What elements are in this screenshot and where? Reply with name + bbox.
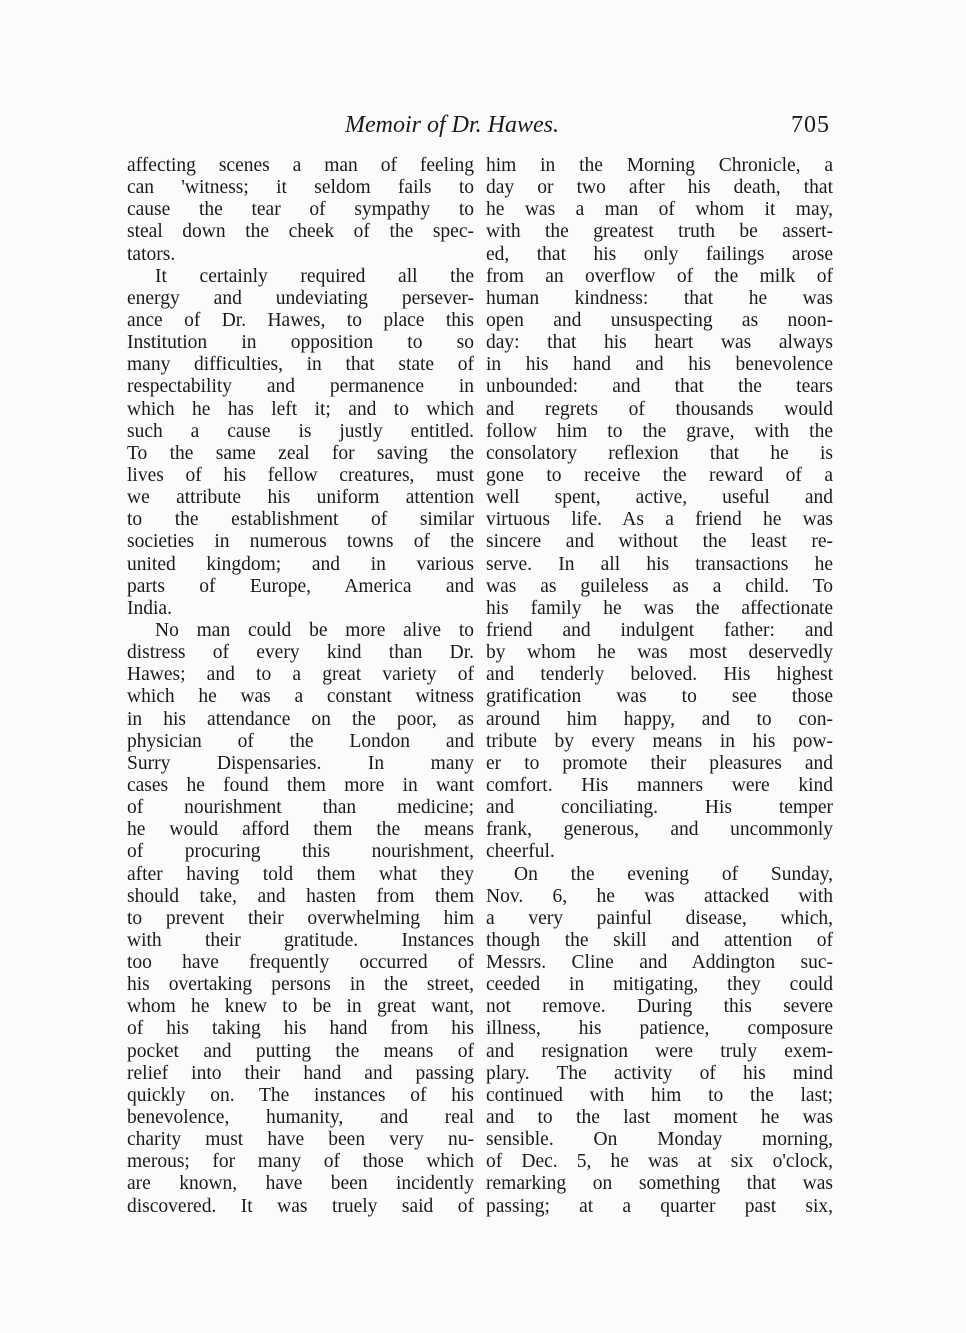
text-line: in his hand and his benevolence xyxy=(486,354,833,376)
text-line: in his attendance on the poor, as xyxy=(127,708,474,730)
text-line: from an overflow of the milk of xyxy=(486,265,833,287)
text-line: gone to receive the reward of a xyxy=(486,464,833,486)
text-line: tribute by every means in his pow- xyxy=(486,730,833,752)
text-line: frank, generous, and uncommonly xyxy=(486,819,833,841)
text-line: by whom he was most deservedly xyxy=(486,642,833,664)
text-line: with their gratitude. Instances xyxy=(127,929,474,951)
text-line: Surry Dispensaries. In many xyxy=(127,752,474,774)
right-column xyxy=(486,155,833,1218)
running-title: Memoir of Dr. Hawes. xyxy=(345,112,559,138)
text-line: tators. xyxy=(127,243,176,265)
text-line: of nourishment than medicine; xyxy=(127,797,474,819)
text-line: sincere and without the least re- xyxy=(486,531,833,553)
text-line: friend and indulgent father: and xyxy=(486,619,833,641)
text-line: well spent, active, useful and xyxy=(486,487,833,509)
text-line: should take, and hasten from them xyxy=(127,885,474,907)
page-header xyxy=(130,112,830,152)
text-line: Institution in opposition to so xyxy=(127,332,474,354)
text-line: Nov. 6, he was attacked with xyxy=(486,885,833,907)
text-line: he would afford them the means xyxy=(127,819,474,841)
text-line: pocket and putting the means of xyxy=(127,1040,474,1062)
text-line: er to promote their pleasures and xyxy=(486,752,833,774)
text-line: around him happy, and to con- xyxy=(486,708,833,730)
text-line: of his taking his hand from his xyxy=(127,1018,474,1040)
text-line: which he was a constant witness xyxy=(127,686,474,708)
text-line: to the establishment of similar xyxy=(127,509,474,531)
text-line: too have frequently occurred of xyxy=(127,952,474,974)
text-line: and tenderly beloved. His highest xyxy=(486,664,833,686)
text-line: remarking on something that was xyxy=(486,1173,833,1195)
text-line: lives of his fellow creatures, must xyxy=(127,464,474,486)
text-line: and conciliating. His temper xyxy=(486,797,833,819)
text-line: merous; for many of those which xyxy=(127,1151,474,1173)
text-line: parts of Europe, America and xyxy=(127,575,474,597)
text-line: distress of every kind than Dr. xyxy=(127,642,474,664)
text-line: serve. In all his transactions he xyxy=(486,553,833,575)
text-line: quickly on. The instances of his xyxy=(127,1084,474,1106)
text-line: to prevent their overwhelming him xyxy=(127,907,474,929)
text-line: day or two after his death, that xyxy=(486,177,833,199)
text-line: No man could be more alive to xyxy=(155,619,474,641)
text-line: united kingdom; and in various xyxy=(127,553,474,575)
text-line: unbounded: and that the tears xyxy=(486,376,833,398)
text-line: he was a man of whom it may, xyxy=(486,199,833,221)
text-line: benevolence, humanity, and real xyxy=(127,1107,474,1129)
text-line: affecting scenes a man of feeling xyxy=(127,155,474,176)
text-line: continued with him to the last; xyxy=(486,1084,833,1106)
text-line: gratification was to see those xyxy=(486,686,833,708)
text-line: can 'witness; it seldom fails to xyxy=(127,177,474,199)
text-line: his overtaking persons in the street, xyxy=(127,974,474,996)
text-line: relief into their hand and passing xyxy=(127,1062,474,1084)
text-line: and regrets of thousands would xyxy=(486,398,833,420)
text-line: his family he was the affectionate xyxy=(486,597,833,619)
text-line: with the greatest truth be assert- xyxy=(486,221,833,243)
text-line: plary. The activity of his mind xyxy=(486,1062,833,1084)
text-line: comfort. His manners were kind xyxy=(486,774,833,796)
text-line: It certainly required all the xyxy=(155,265,474,287)
text-line: of Dec. 5, he was at six o'clock, xyxy=(486,1151,833,1173)
text-line: was as guileless as a child. To xyxy=(486,575,833,597)
text-line: illness, his patience, composure xyxy=(486,1018,833,1040)
text-line: human kindness: that he was xyxy=(486,287,833,309)
text-line: discovered. It was truely said of xyxy=(127,1195,474,1217)
text-line: energy and undeviating persever- xyxy=(127,287,474,309)
text-line: On the evening of Sunday, xyxy=(514,863,833,885)
text-line: and to the last moment he was xyxy=(486,1107,833,1129)
text-line: cause the tear of sympathy to xyxy=(127,199,474,221)
text-line: and resignation were truly exem- xyxy=(486,1040,833,1062)
text-line: consolatory reflexion that he is xyxy=(486,442,833,464)
text-line: To the same zeal for saving the xyxy=(127,442,474,464)
text-line: him in the Morning Chronicle, a xyxy=(486,155,833,176)
text-line: many difficulties, in that state of xyxy=(127,354,474,376)
text-line: though the skill and attention of xyxy=(486,929,833,951)
text-line: cheerful. xyxy=(486,841,555,863)
text-line: such a cause is justly entitled. xyxy=(127,420,474,442)
text-line: day: that his heart was always xyxy=(486,332,833,354)
text-line: follow him to the grave, with the xyxy=(486,420,833,442)
text-line: charity must have been very nu- xyxy=(127,1129,474,1151)
text-line: Messrs. Cline and Addington suc- xyxy=(486,952,833,974)
text-line: passing; at a quarter past six, xyxy=(486,1195,833,1217)
text-line: not remove. During this severe xyxy=(486,996,833,1018)
page-number: 705 xyxy=(791,112,830,138)
text-line: respectability and permanence in xyxy=(127,376,474,398)
text-line: steal down the cheek of the spec- xyxy=(127,221,474,243)
text-line: societies in numerous towns of the xyxy=(127,531,474,553)
text-line: virtuous life. As a friend he was xyxy=(486,509,833,531)
text-line: cases he found them more in want xyxy=(127,774,474,796)
text-line: we attribute his uniform attention xyxy=(127,487,474,509)
text-line: sensible. On Monday morning, xyxy=(486,1129,833,1151)
text-line: ed, that his only failings arose xyxy=(486,243,833,265)
text-line: are known, have been incidently xyxy=(127,1173,474,1195)
text-line: whom he knew to be in great want, xyxy=(127,996,474,1018)
text-line: open and unsuspecting as noon- xyxy=(486,309,833,331)
text-line: ance of Dr. Hawes, to place this xyxy=(127,309,474,331)
text-line: after having told them what they xyxy=(127,863,474,885)
left-column xyxy=(127,155,474,1218)
text-line: physician of the London and xyxy=(127,730,474,752)
text-line: a very painful disease, which, xyxy=(486,907,833,929)
text-line: ceeded in mitigating, they could xyxy=(486,974,833,996)
text-line: Hawes; and to a great variety of xyxy=(127,664,474,686)
text-line: India. xyxy=(127,597,172,619)
text-line: of procuring this nourishment, xyxy=(127,841,474,863)
text-line: which he has left it; and to which xyxy=(127,398,474,420)
